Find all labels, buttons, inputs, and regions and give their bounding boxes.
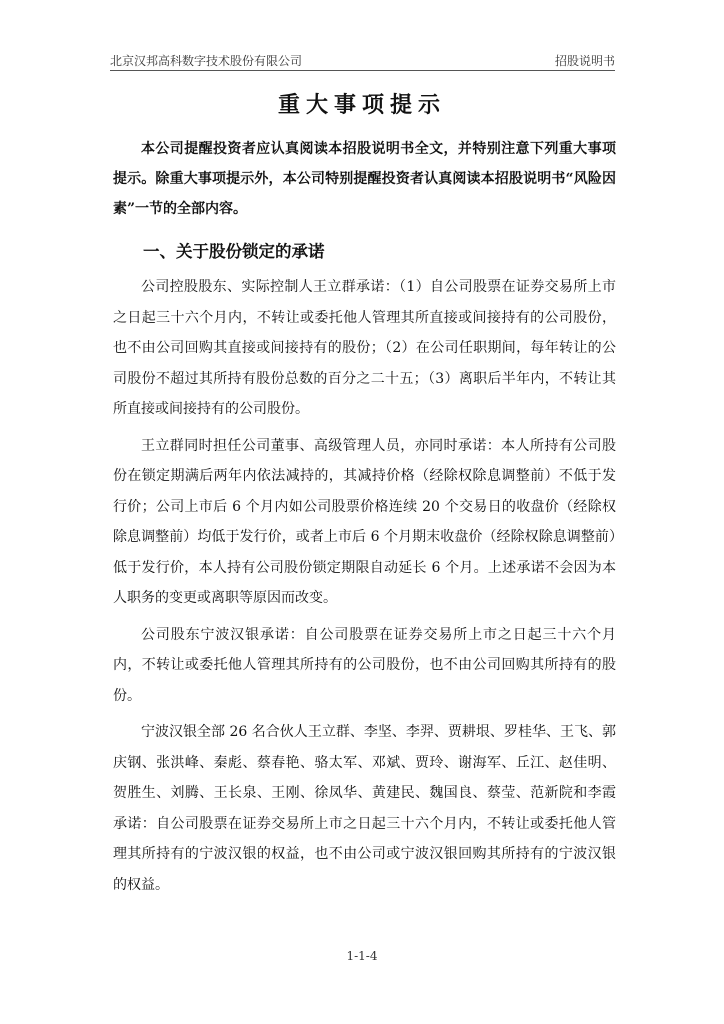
page-number: 1-1-4 (346, 949, 378, 963)
page-title: 重大事项提示 (277, 92, 446, 118)
header-company-name: 北京汉邦高科数字技术股份有限公司 (110, 54, 303, 68)
paragraph-ningbo-hanyin: 公司股东宁波汉银承诺：自公司股票在证券交易所上市之日起三十六个月内，不转让或委托他人管理其所持有的公司股份，也不由公司回购其所持有的股份。 (113, 626, 616, 704)
document-body (113, 134, 616, 906)
paragraph-controlling-shareholder: 公司控股股东、实际控制人王立群承诺：（1）自公司股票在证券交易所上市之日起三十六个月内，不转让或委托他人管理其所直接或间接持有的公司股份，也不由公司回购其直接或间接持有的股份；（2）在公司任职期间，每年转让的公司股份不超过其所持有股份总数的百分之二十五；（3）离职后半年内，不转让其所直接或间接持有的公司股份。 (113, 279, 616, 417)
paragraph-partners-commitment: 宁波汉银全部 26 名合伙人王立群、李坚、李羿、贾耕垠、罗桂华、王飞、郭庆钢、张洪峰、秦彪、蔡春艳、骆太军、邓斌、贾玲、谢海军、丘江、赵佳明、贺胜生、刘腾、王长泉、王刚、徐凤华、黄建民、魏国良、蔡莹、范新院和李霞承诺：自公司股票在证券交易所上市之日起三十六个月内，不转让或委托他人管理其所持有的宁波汉银的权益，也不由公司或宁波汉银回购其所持有的宁波汉银的权益。 (113, 724, 616, 893)
intro-paragraph: 本公司提醒投资者应认真阅读本招股说明书全文，并特别注意下列重大事项提示。除重大事项提示外，本公司特别提醒投资者认真阅读本招股说明书“风险因素”一节的全部内容。 (113, 141, 616, 217)
section-heading: 一、关于股份锁定的承诺 (143, 242, 325, 261)
header-document-type: 招股说明书 (554, 54, 615, 68)
page-header (110, 52, 615, 71)
paragraph-director-commitment: 王立群同时担任公司董事、高级管理人员，亦同时承诺：本人所持有公司股份在锁定期满后两年内依法减持的，其减持价格（经除权除息调整前）不低于发行价；公司上市后 6 个月内如公司股票价格连续 20 个交易日的收盘价（经除权除息调整前）均低于发行价，或者上市后 6 个月期末收盘价（经除权除息调整前）低于发行价，本人持有公司股份锁定期限自动延长 6 个月。上述承诺不会因为本人职务的变更或离职等原因而改变。 (113, 437, 616, 606)
